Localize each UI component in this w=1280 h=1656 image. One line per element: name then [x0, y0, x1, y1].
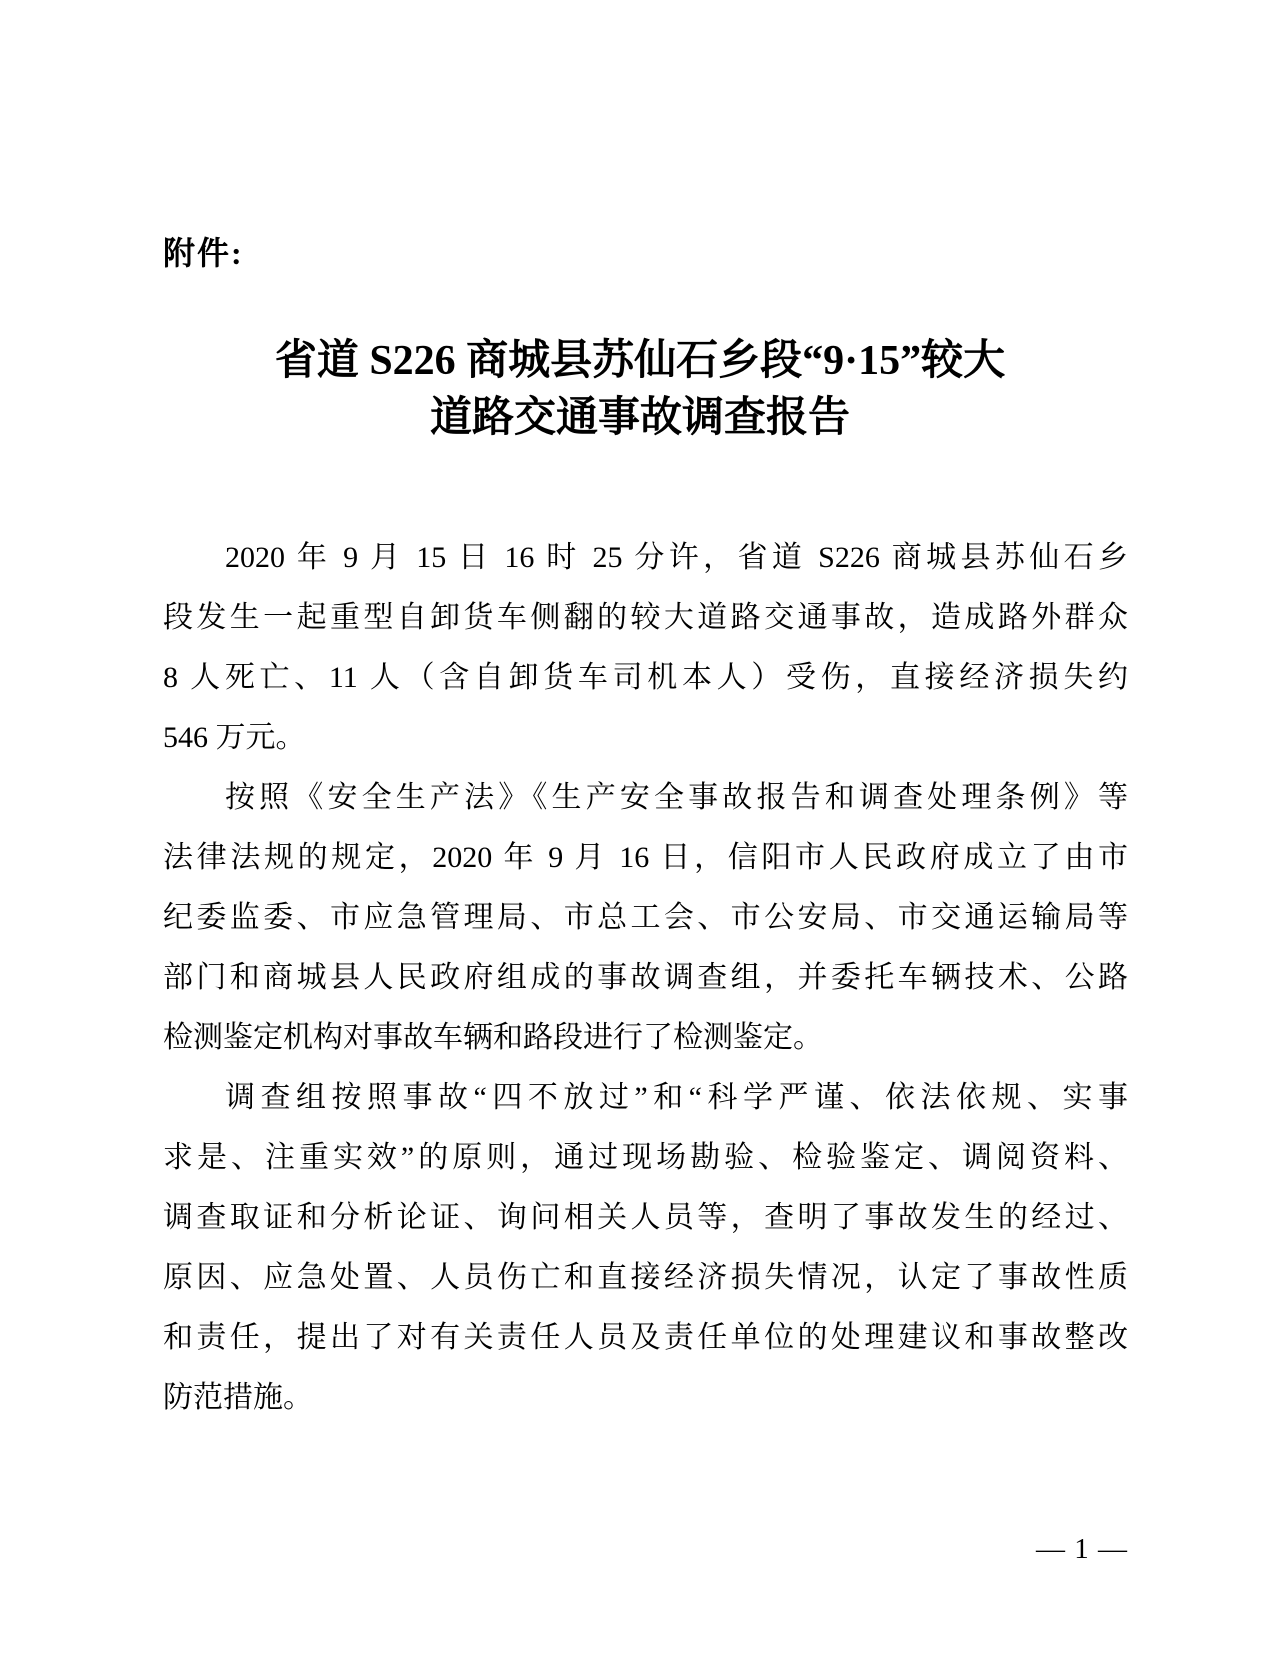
paragraph-3 [163, 1068, 1128, 1428]
paragraph-line: 段发生一起重型自卸货车侧翻的较大道路交通事故，造成路外群众 [163, 601, 1128, 634]
paragraph-1 [163, 528, 1128, 768]
page-title-line-1: 省道 S226 商城县苏仙石乡段“9·15”较大 [274, 338, 1006, 384]
paragraph-line: 按照《安全生产法》《生产安全事故报告和调查处理条例》等 [225, 781, 1128, 814]
page-number: — 1 — [1036, 1533, 1128, 1565]
attachment-label: 附件: [163, 235, 244, 271]
paragraph-line: 法律法规的规定，2020 年 9 月 16 日，信阳市人民政府成立了由市 [163, 841, 1128, 874]
paragraph-line: 546 万元。 [163, 721, 306, 754]
paragraph-line: 2020 年 9 月 15 日 16 时 25 分许，省道 S226 商城县苏仙石乡 [225, 541, 1128, 574]
paragraph-line: 调查组按照事故“四不放过”和“科学严谨、依法依规、实事 [225, 1081, 1128, 1114]
paragraph-line: 纪委监委、市应急管理局、市总工会、市公安局、市交通运输局等 [163, 901, 1128, 934]
paragraph-line: 和责任，提出了对有关责任人员及责任单位的处理建议和事故整改 [163, 1321, 1128, 1354]
paragraph-line: 原因、应急处置、人员伤亡和直接经济损失情况，认定了事故性质 [163, 1261, 1128, 1294]
paragraph-line: 检测鉴定机构对事故车辆和路段进行了检测鉴定。 [163, 1021, 823, 1054]
document-body [163, 528, 1128, 1428]
paragraph-line: 防范措施。 [163, 1381, 313, 1414]
page-title-line-2: 道路交通事故调查报告 [429, 395, 850, 441]
paragraph-2 [163, 768, 1128, 1068]
paragraph-line: 调查取证和分析论证、询问相关人员等，查明了事故发生的经过、 [163, 1201, 1128, 1234]
paragraph-line: 求是、注重实效”的原则，通过现场勘验、检验鉴定、调阅资料、 [163, 1141, 1128, 1174]
page-title [100, 333, 1180, 447]
paragraph-line: 8 人死亡、11 人（含自卸货车司机本人）受伤，直接经济损失约 [163, 661, 1128, 694]
paragraph-line: 部门和商城县人民政府组成的事故调查组，并委托车辆技术、公路 [163, 961, 1128, 994]
